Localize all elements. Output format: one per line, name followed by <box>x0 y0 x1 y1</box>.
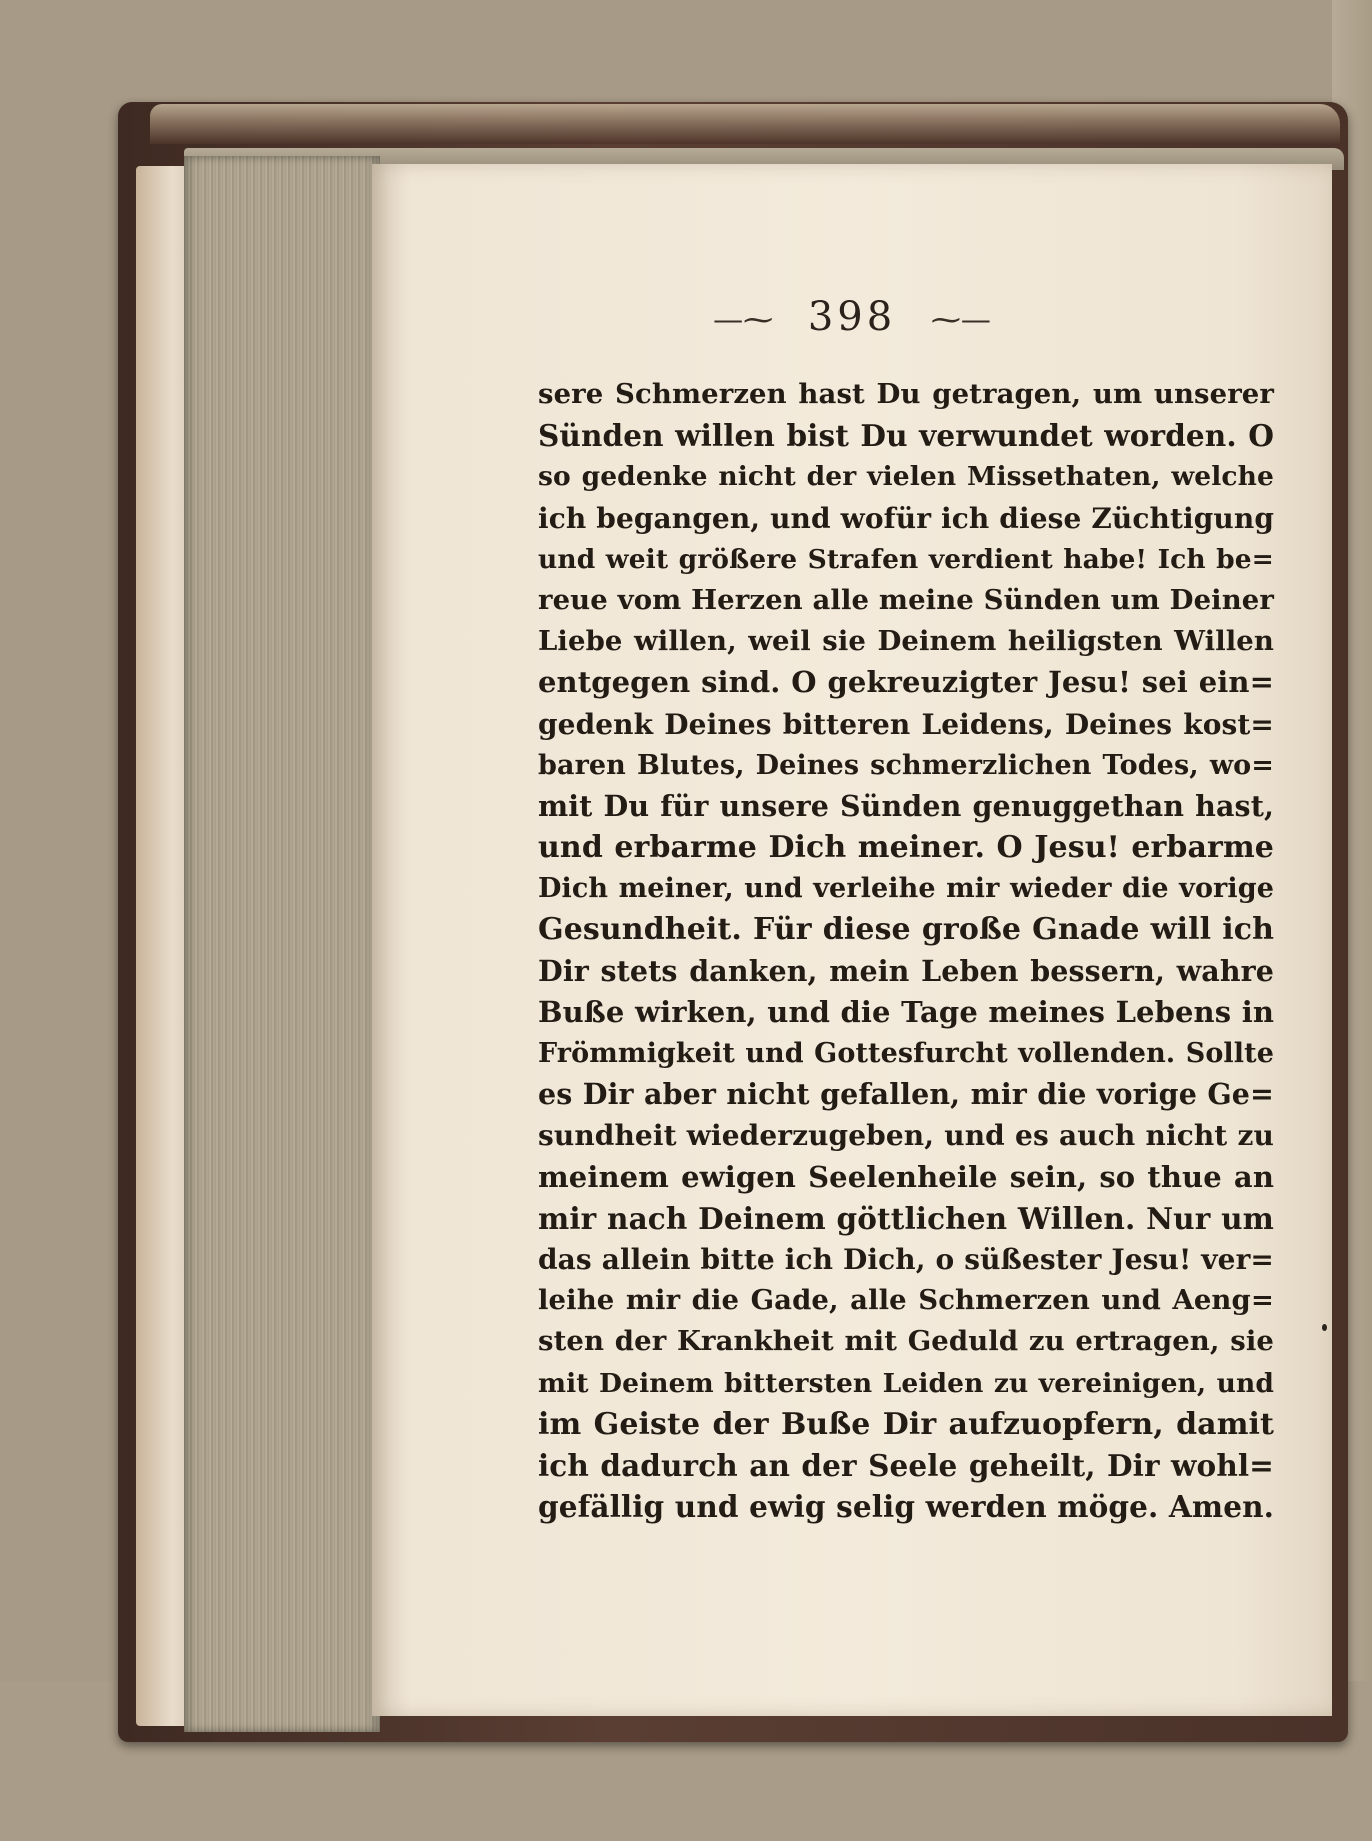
text-line: Liebe willen, weil sie Deinem heiligsten Willen <box>538 625 1274 658</box>
text-line: Sünden willen bist Du verwundet worden. O <box>538 418 1274 454</box>
text-line: im Geiste der Buße Dir aufzuopfern, damit <box>538 1406 1274 1442</box>
text-line: Frömmigkeit und Gottesfurcht vollenden. Sollte <box>538 1038 1274 1069</box>
text-line: Buße wirken, und die Tage meines Lebens in <box>538 994 1274 1029</box>
text-line: entgegen sind. O gekreuzigter Jesu! sei ein= <box>538 665 1274 700</box>
text-line: mit Du für unsere Sünden genuggethan hast, <box>538 788 1274 823</box>
text-line: mit Deinem bittersten Leiden zu vereinigen, und <box>538 1367 1274 1399</box>
right-ornament: ⁓— <box>930 302 991 338</box>
book-page <box>372 164 1332 1716</box>
text-line: sten der Krankheit mit Geduld zu ertragen, sie <box>538 1325 1274 1358</box>
text-line: leihe mir die Gade, alle Schmerzen und Aeng= <box>538 1284 1274 1317</box>
text-line: mir nach Deinem göttlichen Willen. Nur um <box>538 1200 1274 1236</box>
text-line: sere Schmerzen hast Du getragen, um unserer <box>538 378 1274 410</box>
cover-top-edge <box>150 104 1340 144</box>
text-line: so gedenke nicht der vielen Missethaten, welche <box>538 461 1274 493</box>
text-line: sundheit wiederzugeben, und es auch nicht zu <box>538 1119 1274 1153</box>
page-number: 398 <box>807 294 897 340</box>
text-line: Gesundheit. Für diese große Gnade will ich <box>538 912 1274 948</box>
page-header <box>372 294 1332 340</box>
paper-speck <box>1322 1324 1327 1331</box>
text-line: ich dadurch an der Seele geheilt, Dir wohl= <box>538 1447 1274 1483</box>
text-line: und erbarme Dich meiner. O Jesu! erbarme <box>538 830 1274 866</box>
text-line: gefällig und ewig selig werden möge. Amen. <box>538 1489 1274 1525</box>
text-line: es Dir aber nicht gefallen, mir die vorige Ge= <box>538 1077 1274 1112</box>
text-line: das allein bitte ich Dich, o süßester Jesu! ver= <box>538 1242 1274 1276</box>
text-line: Dich meiner, und verleihe mir wieder die vorige <box>538 873 1274 905</box>
text-line: und weit größere Strafen verdient habe! Ich be= <box>538 543 1274 575</box>
text-line: Dir stets danken, mein Leben bessern, wahre <box>538 953 1274 988</box>
text-line: gedenk Deines bitteren Leidens, Deines kost= <box>538 707 1274 741</box>
text-line: ich begangen, und wofür ich diese Züchtigung <box>538 501 1274 535</box>
body-text <box>538 374 1274 1527</box>
left-ornament: —⁓ <box>713 302 774 338</box>
text-line: baren Blutes, Deines schmerzlichen Todes, wo= <box>538 749 1274 781</box>
text-line: meinem ewigen Seelenheile sein, so thue an <box>538 1159 1274 1194</box>
text-line: reue vom Herzen alle meine Sünden um Deiner <box>538 583 1274 616</box>
page-edges <box>184 156 380 1732</box>
